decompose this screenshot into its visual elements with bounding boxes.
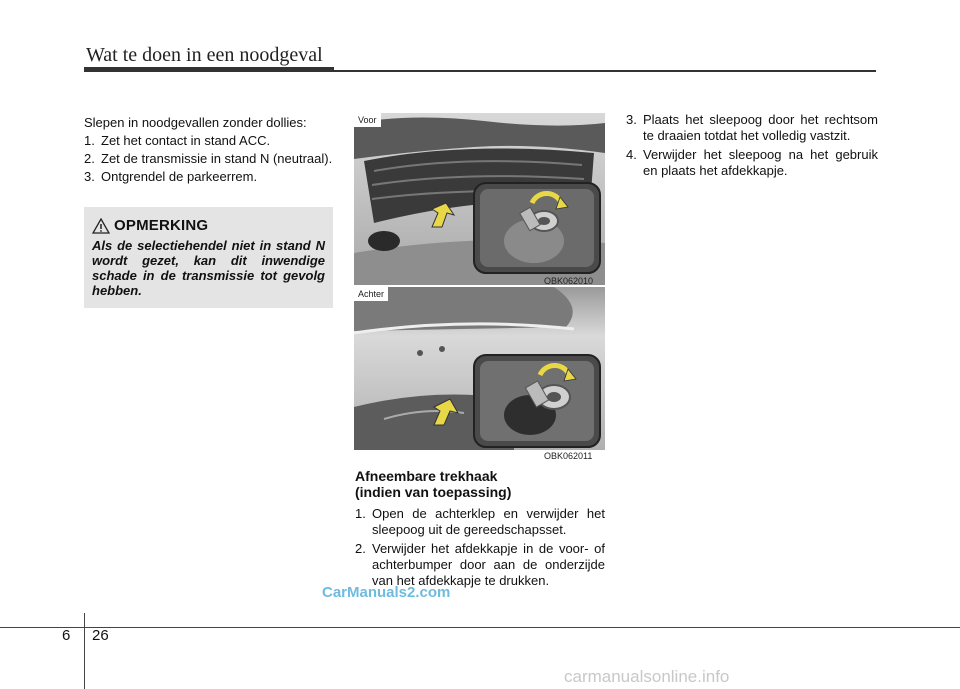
step-text: Verwijder het sleepoog na het gebruik en plaats het afdekkapje. — [643, 147, 878, 178]
note-header — [92, 217, 325, 234]
watermark-link[interactable]: CarManuals2.com — [322, 584, 451, 601]
footer-chapter-number: 6 — [62, 627, 71, 644]
step-number: 1. — [84, 133, 95, 148]
step-number: 4. — [626, 147, 637, 162]
front-bumper-illustration — [354, 113, 605, 285]
step-text: Plaats het sleepoog door het rechtsom te draaien totdat het volledig vastzit. — [643, 112, 878, 143]
list-item — [626, 112, 878, 144]
rear-bumper-illustration — [354, 287, 605, 450]
step-text: Zet het contact in stand ACC. — [101, 133, 271, 148]
left-column — [84, 115, 333, 185]
warning-triangle-icon — [92, 218, 110, 234]
intro-text: Slepen in noodgevallen zonder dollies: — [84, 115, 307, 130]
list-item — [355, 506, 605, 538]
page-header-title: Wat te doen in een noodgeval — [86, 44, 323, 66]
list-item — [355, 541, 605, 589]
step-number: 2. — [84, 151, 95, 166]
figure-tag-front: Voor — [354, 113, 381, 127]
figure-tag-rear: Achter — [354, 287, 388, 301]
list-item — [626, 147, 878, 179]
middle-column — [355, 506, 605, 589]
section-title-line-1: Afneembare trekhaak — [355, 468, 498, 484]
list-item — [84, 151, 333, 167]
footer-watermark: carmanualsonline.info — [564, 667, 730, 686]
list-item — [84, 133, 333, 149]
header-rule-thick — [84, 67, 334, 72]
section-title-line-2: (indien van toepassing) — [355, 484, 512, 500]
note-box — [84, 207, 333, 308]
figure-front-bumper — [354, 113, 605, 285]
step-number: 3. — [84, 169, 95, 184]
header-rule-thin — [334, 70, 876, 72]
note-title: OPMERKING — [114, 217, 209, 234]
section-title — [355, 468, 511, 500]
step-number: 3. — [626, 112, 637, 127]
step-text: Zet de transmissie in stand N (neutraal). — [101, 151, 333, 166]
figure-code-rear: OBK062011 — [544, 451, 593, 461]
figure-rear-bumper — [354, 287, 605, 450]
right-column — [626, 112, 878, 179]
note-text: Als de selectiehendel niet in stand N wordt gezet, kan dit inwendige schade in de transmissie tot gevolg hebben. — [92, 238, 325, 298]
footer-rule — [0, 627, 960, 628]
step-text: Ontgrendel de parkeerrem. — [101, 169, 258, 184]
list-item — [84, 169, 333, 185]
step-text: Verwijder het afdekkapje in de voor- of achterbumper door aan de onderzijde van het afdekkapje te drukken. — [372, 541, 605, 588]
step-number: 1. — [355, 506, 366, 521]
figure-code-front: OBK062010 — [544, 276, 594, 286]
step-text: Open de achterklep en verwijder het sleepoog uit de gereedschapsset. — [372, 506, 605, 537]
step-number: 2. — [355, 541, 366, 556]
footer-divider — [84, 613, 85, 689]
footer-page-number: 26 — [92, 627, 109, 644]
